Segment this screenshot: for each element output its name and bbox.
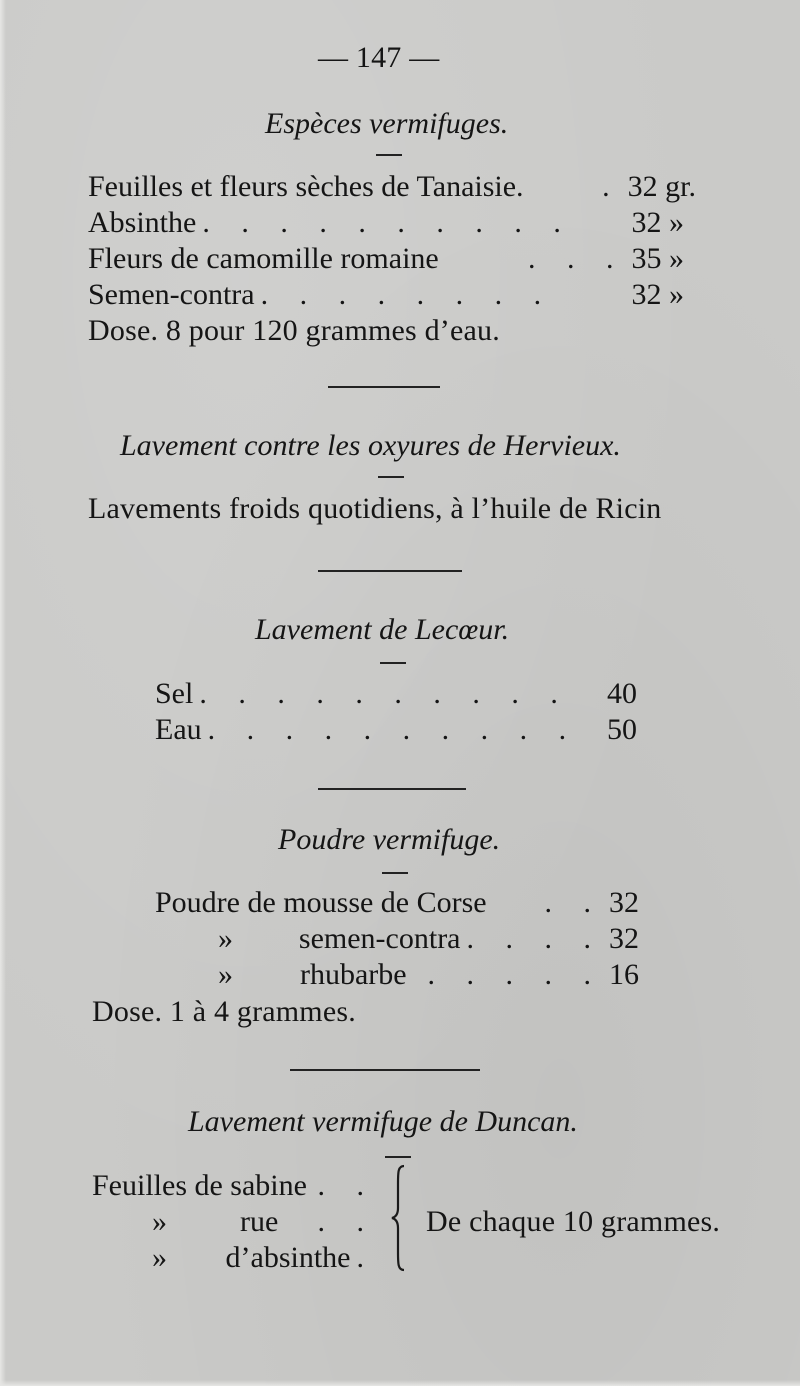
ingredient-label: Fleurs de camomille romaine (88, 242, 439, 275)
dot-leader: . . . . . . . . . . (199, 677, 570, 710)
dot-leader: . . . (528, 242, 626, 275)
recipe-row (152, 1204, 382, 1240)
section-title-duncan: Lavement vermifuge de Duncan. (188, 1105, 578, 1138)
dose-text: Dose. 1 à 4 grammes. (92, 995, 356, 1028)
title-dash (382, 872, 408, 874)
curly-brace (390, 1164, 414, 1272)
page-edge-left (0, 0, 6, 1386)
dose-text: Dose. 8 pour 120 grammes d’eau. (88, 314, 500, 347)
dot-leader: . . . . . . . . . . (202, 206, 573, 239)
ingredient-label: Sel (155, 677, 194, 710)
recipe-row (155, 712, 637, 748)
title-dash (378, 476, 404, 478)
dot-leader: . . . . (466, 922, 603, 955)
recipe-row (152, 1240, 382, 1276)
ingredient-quantity: 35 » (631, 242, 684, 275)
recipe-row (155, 676, 637, 712)
page-edge-bottom (0, 1380, 800, 1386)
section-divider (318, 788, 466, 790)
ditto-mark: » (218, 958, 233, 991)
dot-leader: . (356, 1241, 376, 1274)
title-dash (380, 662, 406, 664)
dot-leader: . (602, 170, 622, 203)
ditto-mark: » (218, 922, 233, 955)
recipe-row (218, 957, 639, 993)
ingredient-label: Absinthe (88, 206, 197, 239)
dot-leader: . . . . . . . . (260, 278, 554, 311)
brace-instruction: De chaque 10 grammes. (426, 1205, 721, 1238)
ingredient-label: rhubarbe (300, 958, 407, 991)
dot-leader: . . . . . . . . . . (207, 713, 579, 746)
ingredient-label: Feuilles de sabine (92, 1169, 307, 1202)
dot-leader: . . (317, 1205, 376, 1238)
recipe-row (155, 885, 639, 921)
ditto-mark: » (152, 1241, 167, 1274)
ditto-mark: » (152, 1205, 167, 1238)
ingredient-label: d’absinthe (225, 1241, 351, 1274)
section-title-hervieux: Lavement contre les oxyures de Hervieux. (120, 429, 621, 462)
dot-leader: . . (544, 886, 603, 919)
title-dash (376, 154, 402, 156)
ingredient-label: Semen-contra (88, 278, 255, 311)
ingredient-quantity: 32 (609, 922, 639, 955)
recipe-row (88, 277, 684, 313)
dot-leader: . . (317, 1169, 376, 1202)
section-title-poudre: Poudre vermifuge. (278, 823, 501, 856)
section-divider (318, 570, 462, 572)
ingredient-quantity: 32 » (631, 206, 684, 239)
section-divider (328, 386, 440, 388)
ingredient-quantity: 16 (609, 958, 639, 991)
ingredient-label: Eau (155, 713, 202, 746)
ingredient-quantity: 40 (607, 677, 637, 710)
recipe-row (88, 169, 696, 205)
recipe-row (88, 205, 684, 241)
recipe-row (88, 241, 684, 277)
section-divider (290, 1069, 480, 1071)
ingredient-label: rue (240, 1205, 279, 1238)
section-title-especes: Espèces vermifuges. (265, 107, 509, 140)
title-dash (385, 1156, 411, 1158)
ingredient-label: Poudre de mousse de Corse (155, 886, 487, 919)
ingredient-quantity: 32 » (631, 278, 684, 311)
recipe-row (218, 921, 639, 957)
page-number: — 147 — (318, 41, 440, 74)
section-title-lecoeur: Lavement de Lecœur. (255, 613, 510, 646)
ingredient-quantity: 32 gr. (627, 170, 696, 203)
ingredient-label: semen-contra (298, 922, 461, 955)
ingredient-label: Feuilles et fleurs sèches de Tanaisie. (88, 170, 524, 203)
recipe-row (92, 1168, 382, 1204)
dot-leader: . . . . . (427, 958, 603, 991)
instruction-text: Lavements froids quotidiens, à l’huile de Ricin (88, 492, 662, 525)
ingredient-quantity: 50 (607, 713, 637, 746)
ingredient-quantity: 32 (609, 886, 639, 919)
